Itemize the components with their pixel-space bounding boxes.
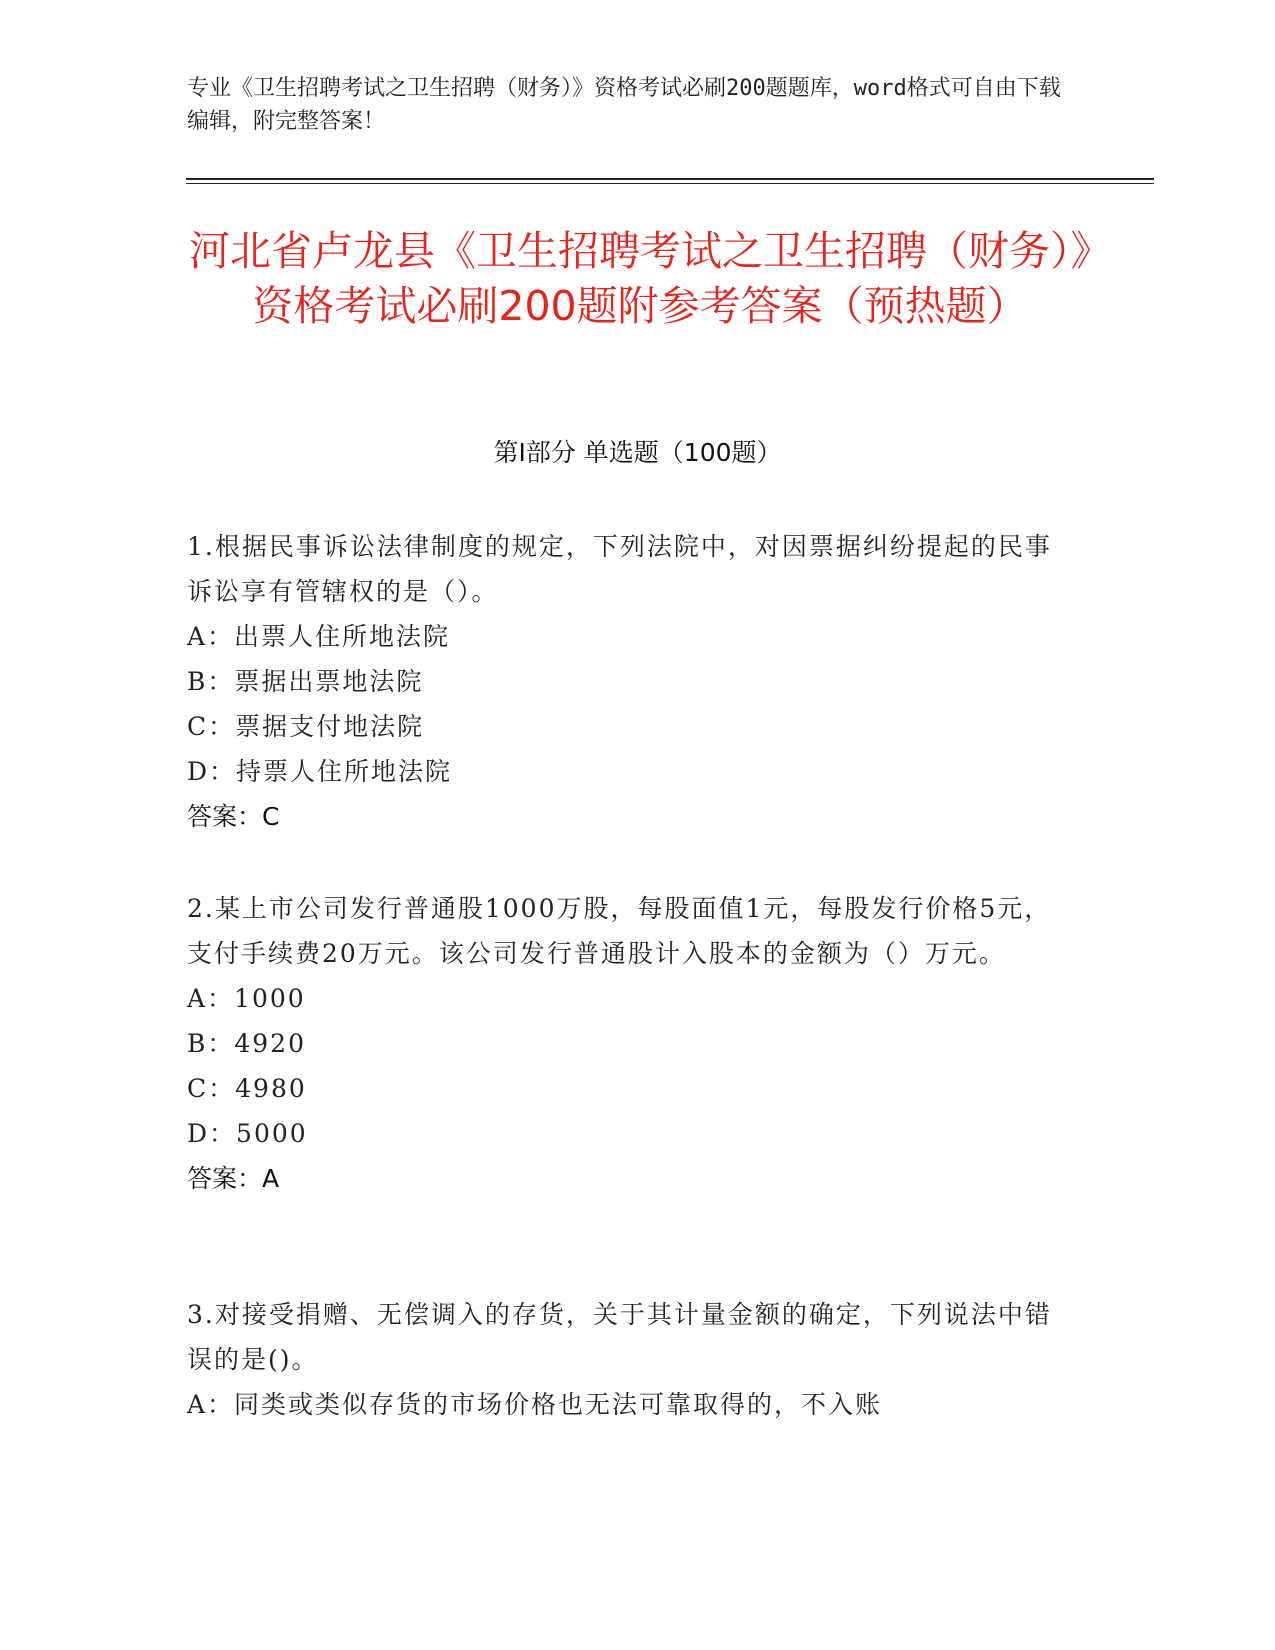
header-divider [186,178,1154,180]
section-heading: 第Ⅰ部分 单选题（100题） [493,438,782,467]
question-2 [187,886,1077,1201]
option-a: A：1000 [187,984,306,1013]
option-b: B：票据出票地法院 [187,667,424,696]
header-divider-thin [186,183,1154,184]
option-c: C：4980 [187,1074,307,1103]
option-d: D：5000 [187,1119,308,1148]
question-3 [187,1292,1077,1427]
option-b: B：4920 [187,1029,306,1058]
question-1 [187,524,1077,839]
header-note: 专业《卫生招聘考试之卫生招聘（财务）》资格考试必刷200题题库，word格式可自由下载编辑，附完整答案！ [187,76,1061,134]
question-stem: 3.对接受捐赠、无偿调入的存货，关于其计量金额的确定，下列说法中错误的是()。 [187,1300,1052,1374]
document-title: 河北省卢龙县《卫生招聘考试之卫生招聘（财务）》资格考试必刷200题附参考答案（预热题） [189,227,1091,330]
question-stem: 1.根据民事诉讼法律制度的规定，下列法院中，对因票据纠纷提起的民事诉讼享有管辖权的是（）。 [187,532,1052,606]
answer: 答案：C [187,802,280,831]
answer: 答案：A [187,1164,280,1193]
option-a: A：出票人住所地法院 [187,622,451,651]
question-stem: 2.某上市公司发行普通股1000万股，每股面值1元，每股发行价格5元，支付手续费20万元。该公司发行普通股计入股本的金额为（）万元。 [187,894,1052,968]
option-a: A：同类或类似存货的市场价格也无法可靠取得的，不入账 [187,1390,883,1419]
option-c: C：票据支付地法院 [187,712,425,741]
option-d: D：持票人住所地法院 [187,757,453,786]
